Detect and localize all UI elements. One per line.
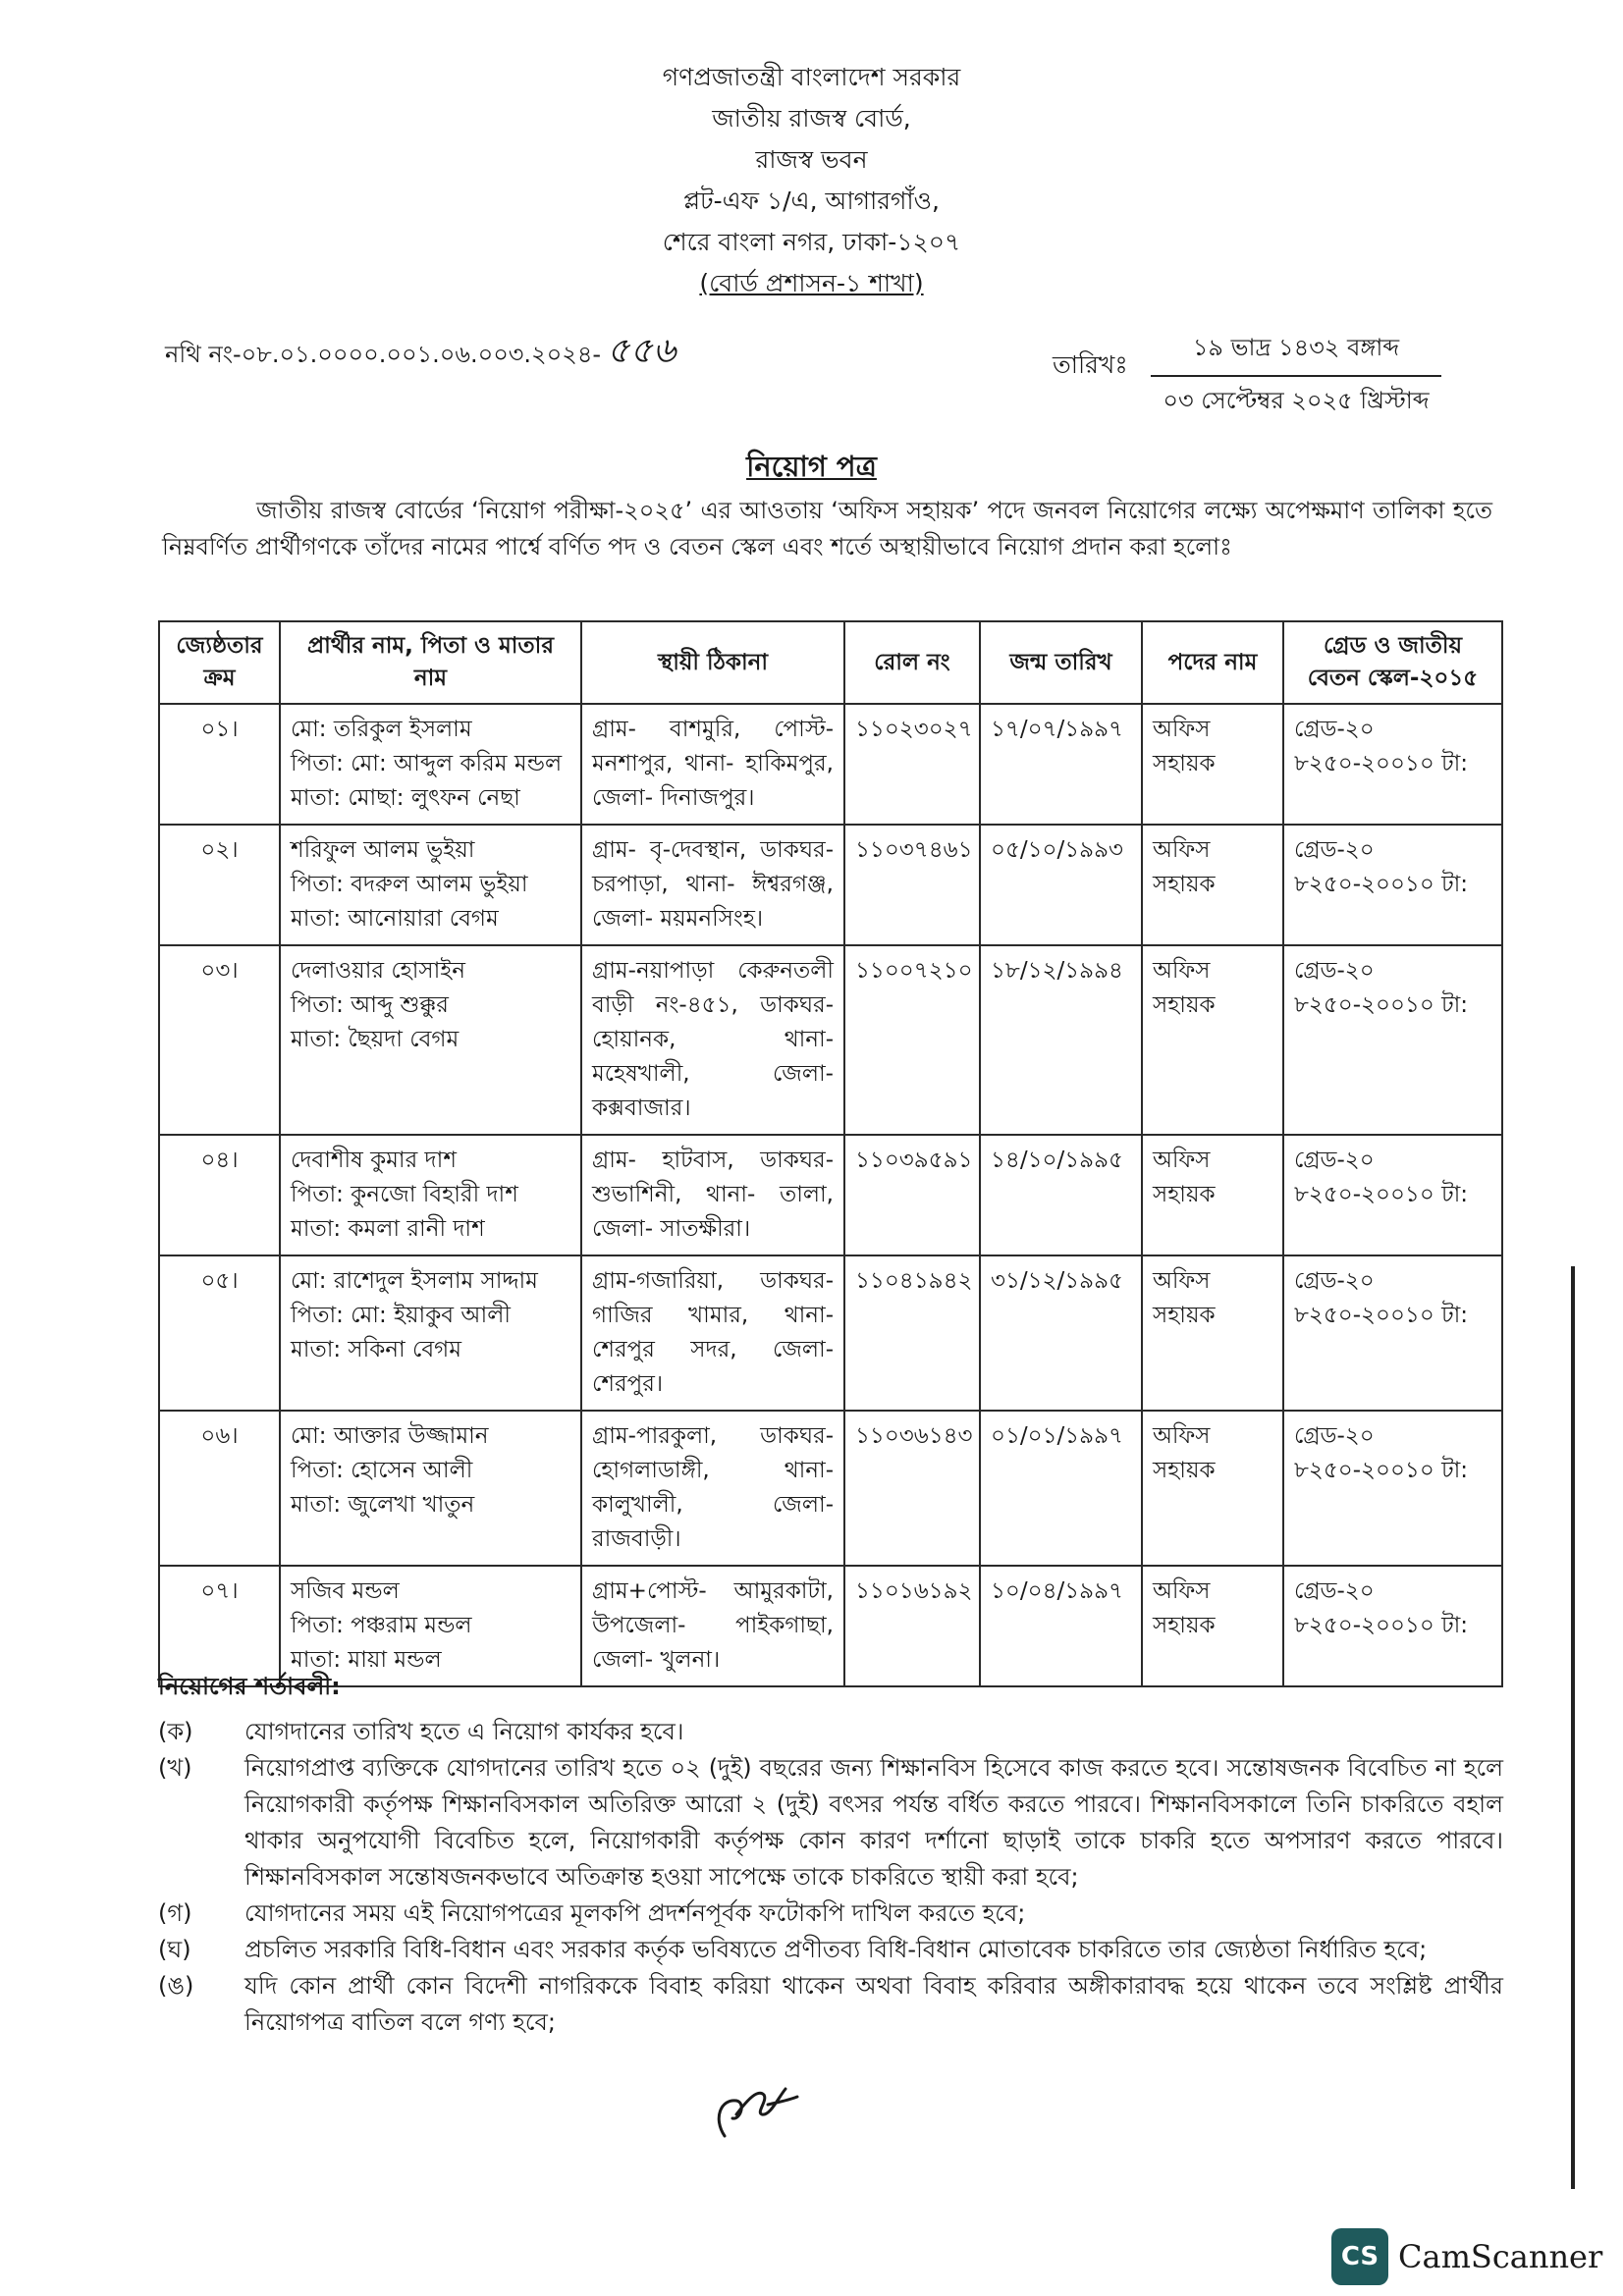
cell-serial: ০২। <box>159 825 280 945</box>
cell-serial: ০৫। <box>159 1255 280 1411</box>
mother-name: মাতা: মায়া মন্ডল <box>291 1647 442 1673</box>
intro-paragraph: জাতীয় রাজস্ব বোর্ডের ‘নিয়োগ পরীক্ষা-২০২৫’ এর আওতায় ‘অফিস সহায়ক’ পদে জনবল নিয়োগের লক্ষ্যে অপেক্ষমাণ তালিকা হতে নিম্নবর্ণিত প্রার্থীগণকে তাঁদের নামের পার্শ্বে বর্ণিত পদ ও বেতন স্কেল এবং শর্তে অস্থায়ীভাবে নিয়োগ প্রদান করা হলোঃ <box>162 497 1492 561</box>
cell-grade <box>1283 1135 1502 1255</box>
pay-scale: ৮২৫০-২০০১০ টা: <box>1294 751 1469 776</box>
father-name: পিতা: বদরুল আলম ভুইয়া <box>291 872 528 897</box>
letter-title-text: নিয়োগ পত্র <box>746 450 877 483</box>
cell-address: গ্রাম-গজারিয়া, ডাকঘর- গাজির খামার, থানা- শেরপুর সদর, জেলা- শেরপুর। <box>581 1255 844 1411</box>
candidate-name: মো: আক্তার উজ্জামান <box>291 1423 489 1449</box>
header-address: স্থায়ী ঠিকানা <box>581 621 844 704</box>
memo-number <box>165 324 676 383</box>
letterhead <box>0 57 1623 304</box>
header-serial: জ্যেষ্ঠতার ক্রম <box>159 621 280 704</box>
condition-key: (খ) <box>158 1754 192 1782</box>
memo-handwritten-number: ৫৫৬ <box>607 331 676 371</box>
city-address: শেরে বাংলা নগর, ঢাকা-১২০৭ <box>662 228 961 256</box>
condition-text: প্রচলিত সরকারি বিধি-বিধান এবং সরকার কর্তৃক ভবিষ্যতে প্রণীতব্য বিধি-বিধান মোতাবেক চাকরিতে তার জ্যেষ্ঠতা নির্ধারিত হবে; <box>244 1936 1428 1963</box>
father-name: পিতা: মো: আব্দুল করিম মন্ডল <box>291 751 563 776</box>
mother-name: মাতা: আনোয়ারা বেগম <box>291 906 499 932</box>
cell-grade <box>1283 945 1502 1135</box>
pay-scale: ৮২৫০-২০০১০ টা: <box>1294 992 1469 1018</box>
candidate-name: দেলাওয়ার হোসাইন <box>291 958 465 984</box>
cell-address: গ্রাম- হাটবাস, ডাকঘর- শুভাশিনী, থানা- তালা, জেলা- সাতক্ষীরা। <box>581 1135 844 1255</box>
plot-address: প্লট-এফ ১/এ, আগারগাঁও, <box>682 187 941 215</box>
cell-post: অফিস সহায়ক <box>1142 1566 1283 1686</box>
cell-address: গ্রাম+পোস্ট- আমুরকাটা, উপজেলা- পাইকগাছা, জেলা- খুলনা। <box>581 1566 844 1686</box>
cell-grade <box>1283 704 1502 825</box>
cell-post: অফিস সহায়ক <box>1142 1255 1283 1411</box>
pay-scale: ৮২৫০-২০০১০ টা: <box>1294 872 1469 897</box>
cell-roll: ১১০২৩০২৭ <box>844 704 980 825</box>
father-name: পিতা: আব্দু শুক্কুর <box>291 992 449 1018</box>
cell-name <box>280 1135 581 1255</box>
cell-serial: ০৩। <box>159 945 280 1135</box>
condition-key: (ঙ) <box>158 1972 194 2000</box>
candidate-name: শরিফুল আলম ভুইয়া <box>291 837 475 863</box>
pay-scale: ৮২৫০-২০০১০ টা: <box>1294 1458 1469 1483</box>
pay-scale: ৮২৫০-২০০১০ টা: <box>1294 1182 1469 1207</box>
cell-roll: ১১০৪১৯৪২ <box>844 1255 980 1411</box>
condition-item <box>158 1750 1503 1896</box>
cell-name <box>280 825 581 945</box>
date-label: তারিখঃ <box>1053 350 1128 379</box>
table-row <box>159 825 1502 945</box>
mother-name: মাতা: ছৈয়দা বেগম <box>291 1027 460 1052</box>
memo-number-text: নথি নং-০৮.০১.০০০০.০০১.০৬.০০৩.২০২৪- <box>165 341 602 368</box>
cell-grade <box>1283 1255 1502 1411</box>
candidate-name: সজিব মন্ডল <box>291 1578 400 1604</box>
father-name: পিতা: পঞ্চরাম মন্ডল <box>291 1613 472 1638</box>
mother-name: মাতা: সকিনা বেগম <box>291 1337 461 1362</box>
table-header-row <box>159 621 1502 704</box>
condition-text: যোগদানের তারিখ হতে এ নিয়োগ কার্যকর হবে। <box>244 1718 684 1745</box>
cell-address: গ্রাম- বাশমুরি, পোস্ট- মনশাপুর, থানা- হাকিমপুর, জেলা- দিনাজপুর। <box>581 704 844 825</box>
grade: গ্রেড-২০ <box>1294 1423 1375 1449</box>
grade: গ্রেড-২০ <box>1294 1148 1375 1173</box>
condition-text: নিয়োগপ্রাপ্ত ব্যক্তিকে যোগদানের তারিখ হতে ০২ (দুই) বছরের জন্য শিক্ষানবিস হিসেবে কাজ করতে হবে। সন্তোষজনক বিবেচিত না হলে নিয়োগকারী কর্তৃপক্ষ শিক্ষানবিসকাল অতিরিক্ত আরো ২ (দুই) বৎসর পর্যন্ত বর্ধিত করতে পারবে। শিক্ষানবিসকালে তিনি চাকরিতে বহাল থাকার অনুপযোগী বিবেচিত হলে, নিয়োগকারী কর্তৃপক্ষ কোন কারণ দর্শানো ছাড়াই তাকে চাকরি হতে অপসারণ করতে পারবে। শিক্ষানবিসকাল সন্তোষজনকভাবে অতিক্রান্ত হওয়া সাপেক্ষে তাকে চাকরিতে স্থায়ী করা হবে; <box>244 1754 1503 1891</box>
cell-roll: ১১০৩৯৫৯১ <box>844 1135 980 1255</box>
cell-grade <box>1283 825 1502 945</box>
mother-name: মাতা: জুলেখা খাতুন <box>291 1492 475 1518</box>
cell-grade <box>1283 1411 1502 1566</box>
pay-scale: ৮২৫০-২০০১০ টা: <box>1294 1303 1469 1328</box>
cell-post: অফিস সহায়ক <box>1142 945 1283 1135</box>
cell-name <box>280 945 581 1135</box>
camscanner-name: CamScanner <box>1398 2238 1603 2275</box>
cell-name <box>280 1411 581 1566</box>
date-block <box>1151 330 1441 422</box>
candidate-name: দেবাশীষ কুমার দাশ <box>291 1148 457 1173</box>
scan-edge-shadow <box>1571 1266 1575 2189</box>
cell-roll: ১১০৩৭৪৬১ <box>844 825 980 945</box>
grade: গ্রেড-২০ <box>1294 958 1375 984</box>
condition-item <box>158 1968 1503 2041</box>
cell-dob: ১০/০৪/১৯৯৭ <box>980 1566 1142 1686</box>
condition-key: (গ) <box>158 1899 192 1927</box>
candidate-name: মো: তরিকুল ইসলাম <box>291 717 472 742</box>
pay-scale: ৮২৫০-২০০১০ টা: <box>1294 1613 1469 1638</box>
cell-dob: ১৭/০৭/১৯৯৭ <box>980 704 1142 825</box>
camscanner-watermark <box>1331 2228 1602 2285</box>
header-dob: জন্ম তারিখ <box>980 621 1142 704</box>
cell-address: গ্রাম-পারকুলা, ডাকঘর- হোগলাডাঙ্গী, থানা- কালুখালী, জেলা- রাজবাড়ী। <box>581 1411 844 1566</box>
father-name: পিতা: কুনজো বিহারী দাশ <box>291 1182 518 1207</box>
appointment-table <box>158 620 1503 1687</box>
cell-dob: ০৫/১০/১৯৯৩ <box>980 825 1142 945</box>
header-roll: রোল নং <box>844 621 980 704</box>
condition-key: (ক) <box>158 1718 193 1745</box>
cell-serial: ০৬। <box>159 1411 280 1566</box>
cell-roll: ১১০৩৬১৪৩ <box>844 1411 980 1566</box>
cell-name <box>280 1255 581 1411</box>
cell-dob: ১৮/১২/১৯৯৪ <box>980 945 1142 1135</box>
cell-post: অফিস সহায়ক <box>1142 704 1283 825</box>
cell-address: গ্রাম- বৃ-দেবস্থান, ডাকঘর- চরপাড়া, থানা- ঈশ্বরগঞ্জ, জেলা- ময়মনসিংহ। <box>581 825 844 945</box>
cell-post: অফিস সহায়ক <box>1142 1135 1283 1255</box>
conditions-section <box>158 1669 1503 2041</box>
header-name: প্রার্থীর নাম, পিতা ও মাতার নাম <box>280 621 581 704</box>
signature-mark <box>707 2059 805 2148</box>
cell-serial: ০৭। <box>159 1566 280 1686</box>
date-bangla: ১৯ ভাদ্র ১৪৩২ বঙ্গাব্দ <box>1151 330 1441 377</box>
header-post: পদের নাম <box>1142 621 1283 704</box>
father-name: পিতা: হোসেন আলী <box>291 1458 473 1483</box>
father-name: পিতা: মো: ইয়াকুব আলী <box>291 1303 511 1328</box>
mother-name: মাতা: কমলা রানী দাশ <box>291 1216 485 1242</box>
table-row <box>159 1411 1502 1566</box>
branch-name: (বোর্ড প্রশাসন-১ শাখা) <box>699 269 924 297</box>
cell-name <box>280 704 581 825</box>
grade: গ্রেড-২০ <box>1294 1268 1375 1294</box>
mother-name: মাতা: মোছা: লুৎফন নেছা <box>291 785 520 811</box>
building-name: রাজস্ব ভবন <box>755 145 868 174</box>
cell-post: অফিস সহায়ক <box>1142 825 1283 945</box>
date-gregorian: ০৩ সেপ্টেম্বর ২০২৫ খ্রিস্টাব্দ <box>1163 387 1430 414</box>
cell-dob: ৩১/১২/১৯৯৫ <box>980 1255 1142 1411</box>
condition-item <box>158 1896 1503 1932</box>
grade: গ্রেড-২০ <box>1294 717 1375 742</box>
condition-item <box>158 1932 1503 1968</box>
cell-serial: ০১। <box>159 704 280 825</box>
condition-text: যদি কোন প্রার্থী কোন বিদেশী নাগরিককে বিবাহ করিয়া থাকেন অথবা বিবাহ করিবার অঙ্গীকারাবদ্ধ হয়ে থাকেন তবে সংশ্লিষ্ট প্রার্থীর নিয়োগপত্র বাতিল বলে গণ্য হবে; <box>244 1972 1503 2036</box>
candidate-name: মো: রাশেদুল ইসলাম সাদ্দাম <box>291 1268 538 1294</box>
grade: গ্রেড-২০ <box>1294 837 1375 863</box>
govt-name: গণপ্রজাতন্ত্রী বাংলাদেশ সরকার <box>662 63 961 91</box>
condition-text: যোগদানের সময় এই নিয়োগপত্রের মূলকপি প্রদর্শনপূর্বক ফটোকপি দাখিল করতে হবে; <box>244 1899 1026 1927</box>
grade: গ্রেড-২০ <box>1294 1578 1375 1604</box>
conditions-heading: নিয়োগের শর্তাবলী: <box>158 1673 341 1700</box>
cell-dob: ১৪/১০/১৯৯৫ <box>980 1135 1142 1255</box>
header-grade: গ্রেড ও জাতীয় বেতন স্কেল-২০১৫ <box>1283 621 1502 704</box>
board-name: জাতীয় রাজস্ব বোর্ড, <box>712 104 911 133</box>
camscanner-logo-icon: CS <box>1331 2228 1388 2285</box>
table-row <box>159 945 1502 1135</box>
cell-roll: ১১০১৬১৯২ <box>844 1566 980 1686</box>
letter-title <box>0 445 1623 493</box>
cell-address: গ্রাম-নয়াপাড়া কেরুনতলী বাড়ী নং-৪৫১, ডাকঘর- হোয়ানক, থানা- মহেষখালী, জেলা- কক্সবাজার। <box>581 945 844 1135</box>
cell-dob: ০১/০১/১৯৯৭ <box>980 1411 1142 1566</box>
condition-item <box>158 1714 1503 1750</box>
table-row <box>159 1255 1502 1411</box>
cell-post: অফিস সহায়ক <box>1142 1411 1283 1566</box>
condition-key: (ঘ) <box>158 1936 191 1963</box>
table-row <box>159 704 1502 825</box>
cell-roll: ১১০০৭২১০ <box>844 945 980 1135</box>
table-row <box>159 1135 1502 1255</box>
cell-serial: ০৪। <box>159 1135 280 1255</box>
